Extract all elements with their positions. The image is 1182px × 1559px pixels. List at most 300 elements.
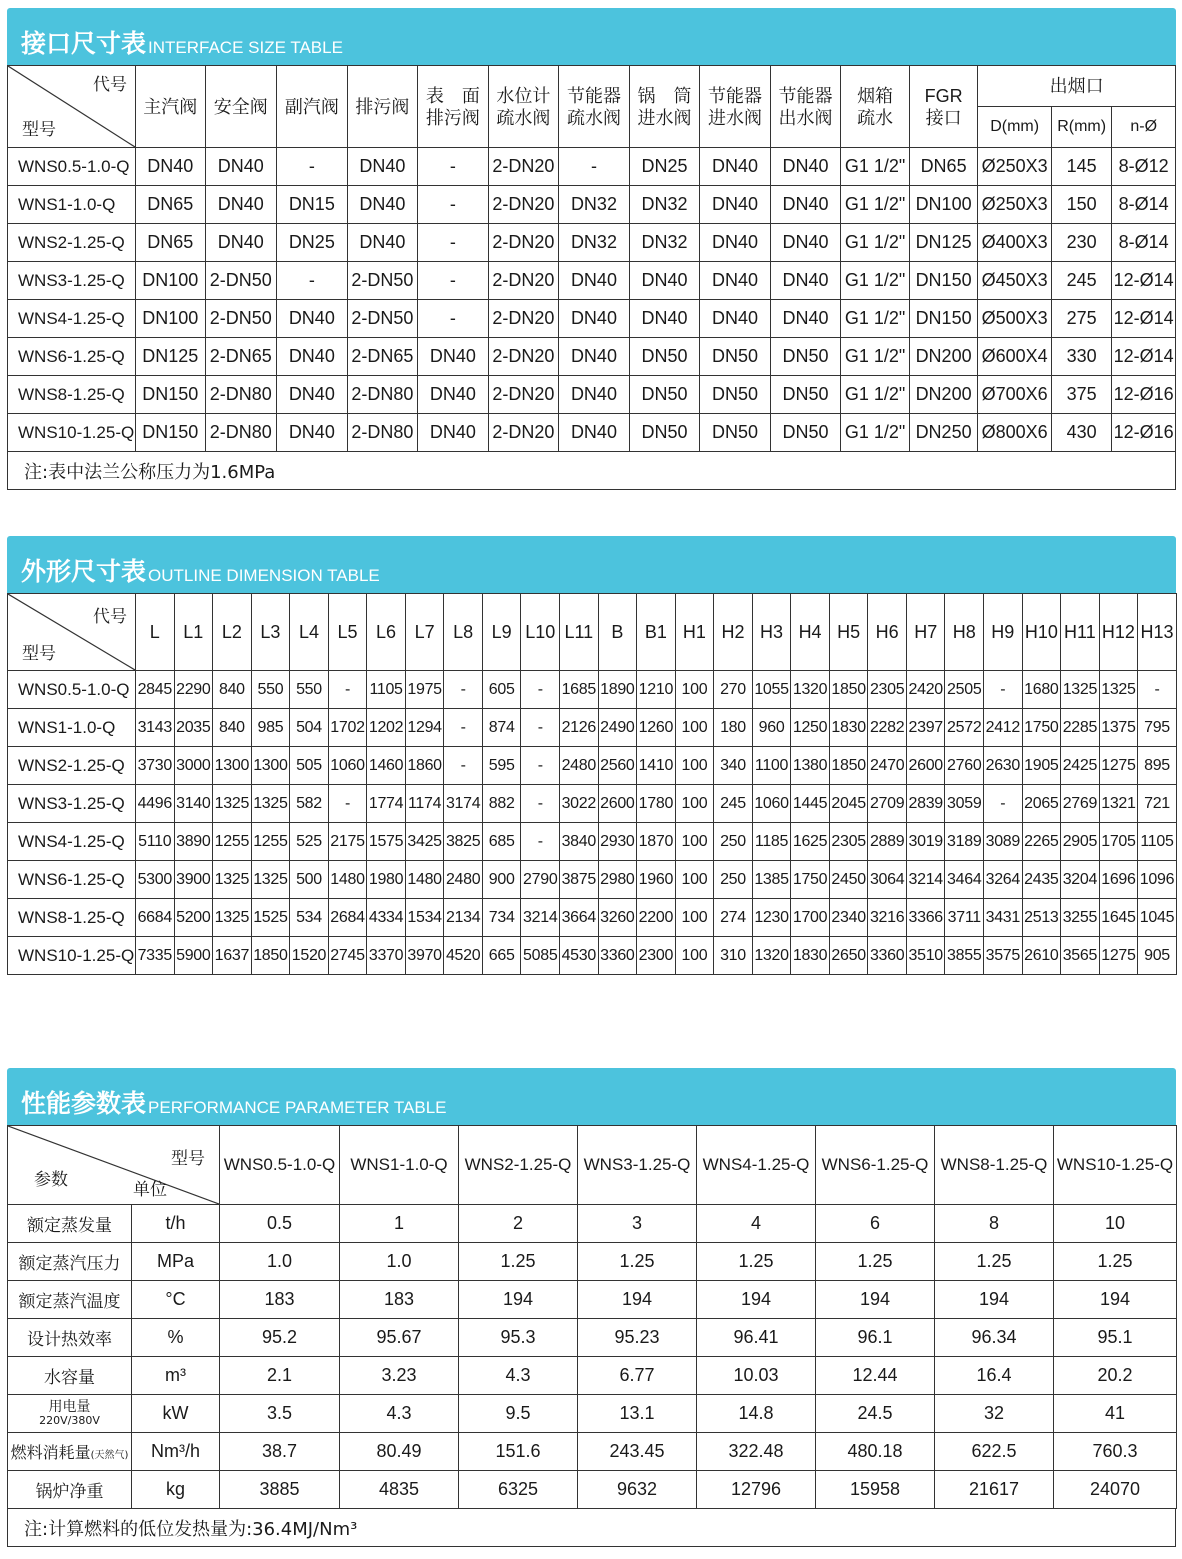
table-cell: 1105 [1138,823,1177,861]
table-cell: 1696 [1099,861,1138,899]
value-cell: 322.48 [697,1433,816,1471]
column-header: H10 [1022,594,1061,671]
table-cell: 3174 [444,785,483,823]
table-cell: 1975 [405,671,444,709]
model-cell: WNS2-1.25-Q [8,747,136,785]
table-cell: 1375 [1099,709,1138,747]
table-cell: 1210 [637,671,676,709]
performance-parameter-section [7,1068,1176,1547]
table-cell: 1275 [1099,747,1138,785]
table-cell: DN40 [770,224,841,262]
table-cell: 2134 [444,899,483,937]
table-cell: 1774 [367,785,406,823]
table-cell: 2513 [1022,899,1061,937]
table-cell: 1060 [752,785,791,823]
table-cell: 8-Ø14 [1112,224,1176,262]
table-cell: 1380 [791,747,830,785]
table-row [8,338,1176,376]
smoke-subheader: D(mm) [978,107,1052,148]
column-header: 表 面 排污阀 [418,66,489,148]
model-cell: WNS10-1.25-Q [8,414,136,452]
table-cell: 2175 [328,823,367,861]
table-cell: 1325 [251,785,290,823]
table-cell: DN40 [418,376,489,414]
value-cell: 96.1 [816,1319,935,1357]
param-cell [8,1357,132,1395]
param-cell [8,1395,132,1433]
value-cell: 24070 [1054,1471,1177,1509]
table-cell: - [444,671,483,709]
table-cell: 1680 [1022,671,1061,709]
table-cell: 1905 [1022,747,1061,785]
table-cell: 8-Ø12 [1112,148,1176,186]
table-cell: DN15 [277,186,348,224]
table-cell: - [521,709,560,747]
param-cell [8,1319,132,1357]
table-cell: 2-DN50 [347,300,418,338]
table-cell: - [521,823,560,861]
table-cell: 12-Ø14 [1112,300,1176,338]
column-header: L6 [367,594,406,671]
model-cell: WNS3-1.25-Q [8,785,136,823]
value-cell: 1.25 [1054,1243,1177,1281]
performance-banner [7,1068,1176,1125]
table-cell: 2285 [1061,709,1100,747]
column-header: L2 [213,594,252,671]
value-cell: 183 [340,1281,459,1319]
table-cell: 12-Ø16 [1112,414,1176,452]
column-header: 副汽阀 [277,66,348,148]
interface-size-section [7,8,1176,490]
table-cell: 2282 [868,709,907,747]
table-cell: 2839 [906,785,945,823]
value-cell: 3885 [220,1471,340,1509]
table-cell: 3255 [1061,899,1100,937]
param-label: 锅炉净重 [35,1482,104,1502]
table-cell: DN40 [559,338,630,376]
table-row [8,1205,1177,1243]
table-cell: DN40 [347,224,418,262]
table-cell: 230 [1051,224,1111,262]
table-cell: G1 1/2" [841,376,910,414]
table-cell: Ø250X3 [978,186,1052,224]
model-cell: WNS0.5-1.0-Q [8,148,136,186]
value-cell: 16.4 [935,1357,1054,1395]
table-row [8,1281,1177,1319]
table-cell: 3565 [1061,937,1100,975]
table-row [8,262,1176,300]
table-cell: 5300 [136,861,175,899]
model-cell: WNS8-1.25-Q [8,376,136,414]
column-header: 主汽阀 [135,66,205,148]
table-cell: 595 [482,747,521,785]
table-cell: 1850 [829,747,868,785]
table-cell: 275 [1051,300,1111,338]
model-cell: WNS3-1.25-Q [8,262,136,300]
table-cell: 2630 [984,747,1023,785]
table-cell: - [984,671,1023,709]
column-header: H7 [906,594,945,671]
corner-code-label: 代号 [93,607,127,627]
table-cell: 2-DN80 [347,376,418,414]
value-cell: 1.25 [578,1243,697,1281]
value-cell: 96.41 [697,1319,816,1357]
corner-param-label: 参数 [34,1170,68,1190]
table-cell: DN32 [629,224,700,262]
table-cell: 3019 [906,823,945,861]
value-cell: 4.3 [340,1395,459,1433]
table-cell: 1870 [637,823,676,861]
table-cell: 3464 [945,861,984,899]
table-cell: 2889 [868,823,907,861]
table-cell: 3840 [560,823,599,861]
table-cell: 2-DN20 [488,338,559,376]
column-header: H12 [1099,594,1138,671]
table-cell: 1202 [367,709,406,747]
table-cell: 525 [290,823,329,861]
value-cell: 194 [935,1281,1054,1319]
param-sublabel: 220V/380V [39,1414,100,1427]
table-cell: DN150 [135,414,205,452]
column-header: 节能器 出水阀 [770,66,841,148]
table-cell: 2065 [1022,785,1061,823]
table-cell: DN40 [629,262,700,300]
table-cell: 2200 [637,899,676,937]
column-header: H11 [1061,594,1100,671]
param-label: 额定蒸汽温度 [18,1292,121,1312]
table-cell: 2769 [1061,785,1100,823]
value-cell: 13.1 [578,1395,697,1433]
table-cell: 2035 [174,709,213,747]
table-cell: 900 [482,861,521,899]
table-row [8,300,1176,338]
header-row [8,1126,1177,1205]
model-cell: WNS6-1.25-Q [8,338,136,376]
performance-title-cn: 性能参数表 [21,1089,147,1118]
table-row [8,224,1176,262]
table-cell: DN40 [770,186,841,224]
param-label: 额定蒸发量 [27,1216,112,1236]
table-cell: 1410 [637,747,676,785]
model-header: WNS6-1.25-Q [816,1126,935,1205]
table-cell: 245 [1051,262,1111,300]
column-header: L8 [444,594,483,671]
table-cell: 4334 [367,899,406,937]
param-sublabel: (天然气) [90,1450,129,1461]
table-cell: 2290 [174,671,213,709]
value-cell: 1.25 [459,1243,578,1281]
table-cell: 340 [714,747,753,785]
value-cell: 95.67 [340,1319,459,1357]
table-cell: - [521,747,560,785]
table-row [8,861,1177,899]
table-row [8,414,1176,452]
corner-model-label: 型号 [22,644,56,664]
value-cell: 8 [935,1205,1054,1243]
corner-cell [8,1126,220,1205]
value-cell: 9632 [578,1471,697,1509]
table-cell: 430 [1051,414,1111,452]
table-cell: DN40 [205,224,277,262]
table-cell: 1325 [251,861,290,899]
header-row [8,594,1177,671]
smoke-outlet-header: 出烟口 [978,66,1176,107]
table-cell: DN40 [770,262,841,300]
table-cell: 605 [482,671,521,709]
table-cell: 1255 [251,823,290,861]
table-cell: DN50 [629,376,700,414]
interface-title-cn: 接口尺寸表 [21,29,147,58]
model-header: WNS3-1.25-Q [578,1126,697,1205]
value-cell: 14.8 [697,1395,816,1433]
table-cell: 1460 [367,747,406,785]
value-cell: 24.5 [816,1395,935,1433]
table-cell: 734 [482,899,521,937]
table-cell: 3575 [984,937,1023,975]
table-cell: 1300 [251,747,290,785]
table-cell: 1385 [752,861,791,899]
table-cell: 2650 [829,937,868,975]
table-row [8,186,1176,224]
table-cell: 2-DN80 [205,376,277,414]
model-header: WNS0.5-1.0-Q [220,1126,340,1205]
table-cell: 100 [675,671,714,709]
table-cell: 1294 [405,709,444,747]
column-header: B [598,594,637,671]
table-cell: 960 [752,709,791,747]
interface-size-table [7,65,1176,452]
model-header: WNS10-1.25-Q [1054,1126,1177,1205]
table-cell: 1045 [1138,899,1177,937]
table-cell: 4520 [444,937,483,975]
table-cell: 1480 [328,861,367,899]
table-cell: Ø700X6 [978,376,1052,414]
table-cell: 2305 [829,823,868,861]
table-cell: 1096 [1138,861,1177,899]
column-header: L1 [174,594,213,671]
table-cell: 3022 [560,785,599,823]
value-cell: 194 [459,1281,578,1319]
table-cell: 1055 [752,671,791,709]
value-cell: 760.3 [1054,1433,1177,1471]
table-cell: 1060 [328,747,367,785]
table-cell: DN25 [277,224,348,262]
table-cell: 895 [1138,747,1177,785]
table-cell: DN125 [909,224,978,262]
table-cell: 100 [675,899,714,937]
table-cell: 3059 [945,785,984,823]
param-cell [8,1205,132,1243]
table-cell: 2610 [1022,937,1061,975]
table-cell: 100 [675,937,714,975]
table-cell: 1325 [1061,671,1100,709]
unit-cell: t/h [132,1205,220,1243]
param-label: 额定蒸汽压力 [18,1254,121,1274]
table-cell: 2560 [598,747,637,785]
table-cell: 7335 [136,937,175,975]
table-cell: - [418,262,489,300]
outline-title-cn: 外形尺寸表 [21,557,147,586]
table-cell: DN40 [770,148,841,186]
table-row [8,709,1177,747]
table-cell: - [444,747,483,785]
unit-cell: MPa [132,1243,220,1281]
table-cell: 505 [290,747,329,785]
table-cell: 12-Ø14 [1112,338,1176,376]
table-cell: - [277,262,348,300]
table-cell: - [418,148,489,186]
param-cell [8,1433,132,1471]
table-cell: 2760 [945,747,984,785]
table-row [8,1243,1177,1281]
column-header: H3 [752,594,791,671]
table-cell: DN50 [770,376,841,414]
unit-cell: Nm³/h [132,1433,220,1471]
table-cell: 874 [482,709,521,747]
interface-note: 注:表中法兰公称压力为1.6MPa [7,452,1176,490]
model-header: WNS2-1.25-Q [459,1126,578,1205]
table-cell: Ø250X3 [978,148,1052,186]
table-cell: 3260 [598,899,637,937]
model-cell: WNS4-1.25-Q [8,823,136,861]
table-cell: DN40 [277,376,348,414]
table-cell: DN100 [135,300,205,338]
table-cell: DN40 [770,300,841,338]
table-cell: 1890 [598,671,637,709]
outline-title-en: OUTLINE DIMENSION TABLE [148,566,380,585]
model-cell: WNS2-1.25-Q [8,224,136,262]
table-cell: DN150 [909,262,978,300]
param-label: 用电量 [48,1399,91,1415]
table-cell: 3089 [984,823,1023,861]
table-cell: 2-DN80 [347,414,418,452]
table-cell: Ø600X4 [978,338,1052,376]
table-cell: DN125 [135,338,205,376]
table-cell: DN40 [700,224,771,262]
table-cell: 2-DN50 [205,300,277,338]
corner-cell [8,66,136,148]
table-cell: 1325 [213,785,252,823]
table-cell: DN40 [559,300,630,338]
table-cell: 2905 [1061,823,1100,861]
table-cell: 1705 [1099,823,1138,861]
table-cell: DN250 [909,414,978,452]
table-row [8,1357,1177,1395]
table-cell: 2-DN20 [488,414,559,452]
table-cell: 3425 [405,823,444,861]
table-cell: G1 1/2" [841,148,910,186]
value-cell: 243.45 [578,1433,697,1471]
table-cell: 840 [213,709,252,747]
table-cell: DN200 [909,338,978,376]
table-cell: 4530 [560,937,599,975]
value-cell: 3 [578,1205,697,1243]
table-cell: 2-DN20 [488,224,559,262]
table-cell: 1445 [791,785,830,823]
table-cell: - [328,785,367,823]
table-cell: 1830 [791,937,830,975]
table-cell: 2425 [1061,747,1100,785]
column-header: L [136,594,175,671]
column-header: B1 [637,594,676,671]
column-header: L4 [290,594,329,671]
table-row [8,671,1177,709]
table-cell: DN50 [770,338,841,376]
table-cell: DN50 [770,414,841,452]
table-cell: G1 1/2" [841,338,910,376]
table-cell: - [418,186,489,224]
value-cell: 4835 [340,1471,459,1509]
model-header: WNS4-1.25-Q [697,1126,816,1205]
table-cell: G1 1/2" [841,262,910,300]
unit-cell: m³ [132,1357,220,1395]
table-cell: DN100 [909,186,978,224]
table-cell: 100 [675,861,714,899]
table-cell: 2480 [444,861,483,899]
model-cell: WNS1-1.0-Q [8,186,136,224]
table-cell: DN40 [629,300,700,338]
value-cell: 12.44 [816,1357,935,1395]
table-cell: 2572 [945,709,984,747]
table-cell: 550 [251,671,290,709]
table-cell: 500 [290,861,329,899]
table-cell: - [984,785,1023,823]
table-cell: 665 [482,937,521,975]
table-cell: 2-DN20 [488,186,559,224]
value-cell: 3.5 [220,1395,340,1433]
table-cell: 5110 [136,823,175,861]
table-cell: 1325 [213,899,252,937]
table-cell: 2-DN20 [488,300,559,338]
table-cell: 5085 [521,937,560,975]
value-cell: 2 [459,1205,578,1243]
performance-note: 注:计算燃料的低位发热量为:36.4MJ/Nm³ [7,1509,1176,1547]
table-cell: 1625 [791,823,830,861]
table-cell: 3360 [868,937,907,975]
table-cell: 3360 [598,937,637,975]
table-cell: 2-DN50 [347,262,418,300]
value-cell: 1.0 [220,1243,340,1281]
table-cell: 145 [1051,148,1111,186]
table-cell: 245 [714,785,753,823]
column-header: H5 [829,594,868,671]
column-header: L5 [328,594,367,671]
table-cell: 2420 [906,671,945,709]
table-cell: 550 [290,671,329,709]
table-cell: 1255 [213,823,252,861]
table-cell: 685 [482,823,521,861]
table-cell: 2600 [598,785,637,823]
table-cell: DN50 [700,376,771,414]
table-cell: 3000 [174,747,213,785]
table-cell: DN100 [135,262,205,300]
table-cell: 1830 [829,709,868,747]
table-cell: 3366 [906,899,945,937]
table-cell: 3825 [444,823,483,861]
table-cell: 1750 [1022,709,1061,747]
table-cell: - [418,224,489,262]
param-label: 设计热效率 [27,1330,112,1350]
table-cell: - [521,671,560,709]
table-cell: 5900 [174,937,213,975]
table-cell: 2-DN65 [205,338,277,376]
smoke-subheader: n-Ø [1112,107,1176,148]
table-cell: DN150 [135,376,205,414]
table-cell: 3431 [984,899,1023,937]
value-cell: 622.5 [935,1433,1054,1471]
table-cell: - [277,148,348,186]
table-cell: 270 [714,671,753,709]
